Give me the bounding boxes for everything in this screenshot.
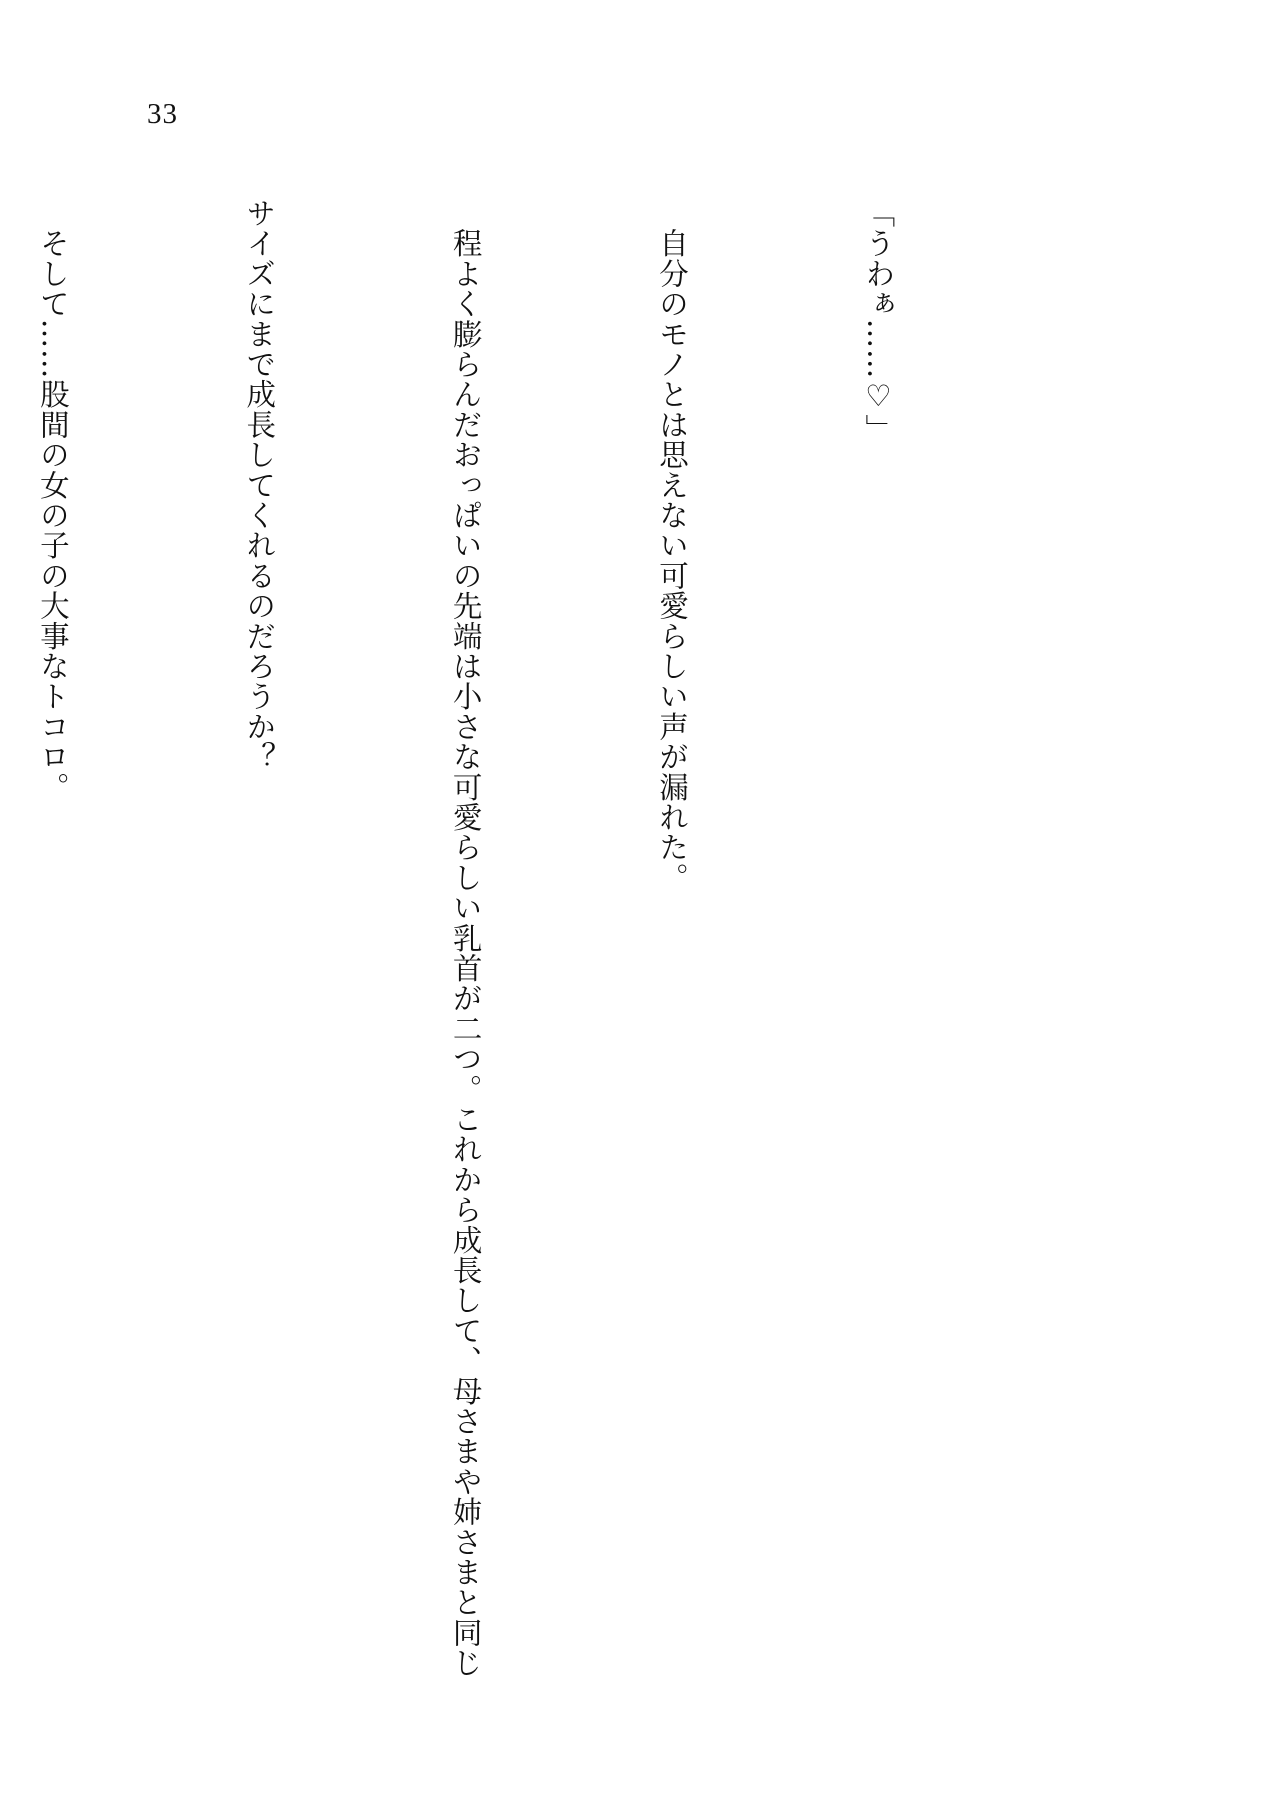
text-line: そして……股間の女の子の大事なトコロ。 [35,198,70,802]
page-number: 33 [147,98,178,130]
text-line: 「うわぁ……♡」 [861,198,896,445]
text-line: 程よく膨らんだおっぱいの先端は小さな可愛らしい乳首が二つ。これから成長して、母さまや姉さまと同じ [448,198,483,1678]
text-line: サイズにまで成長してくれるのだろうか？ [242,198,277,772]
body-text [35,198,1050,1678]
text-line: 自分のモノとは思えない可愛らしい声が漏れた。 [655,198,690,893]
